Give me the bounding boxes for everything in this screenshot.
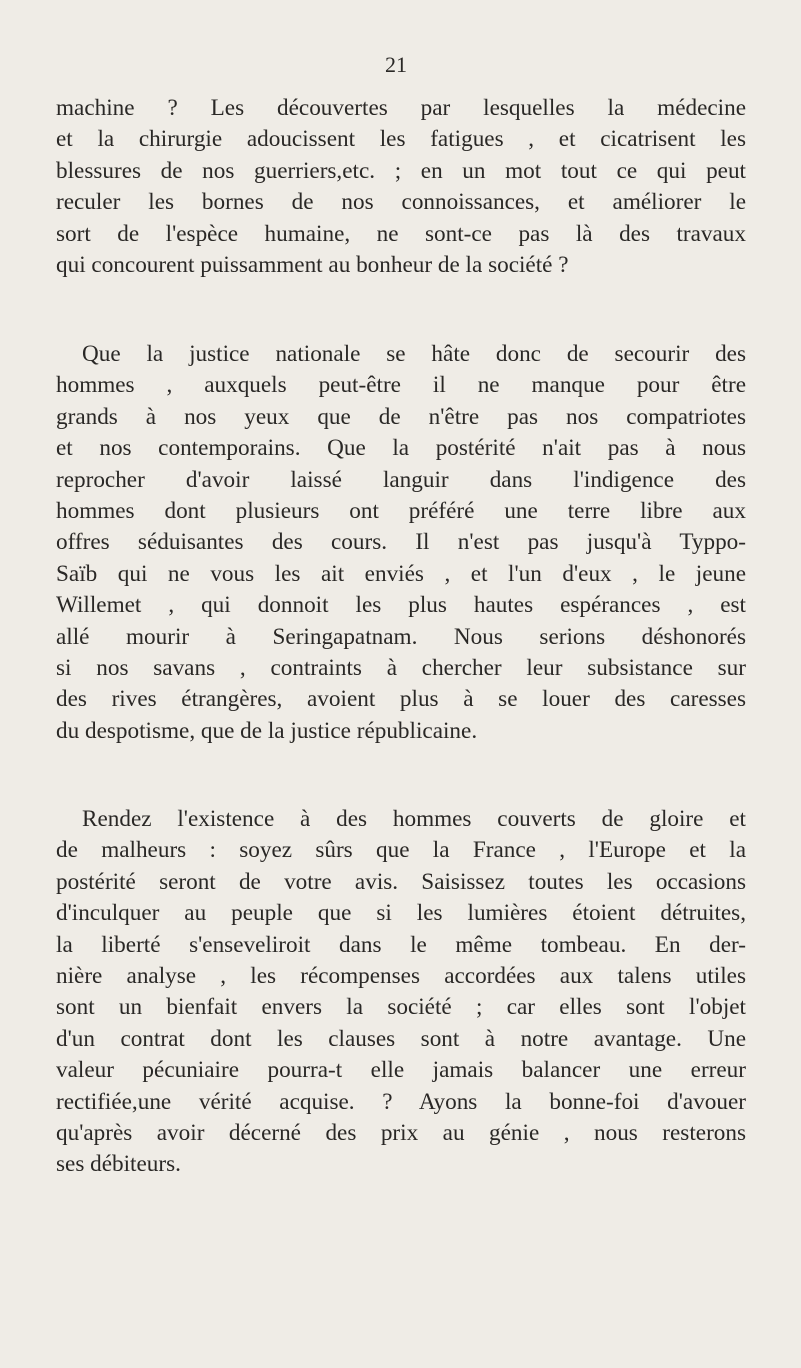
text-line: offres séduisantes des cours. Il n'est pas jusqu'à Typpo- [56,529,746,556]
text-line: postérité seront de votre avis. Saisissez toutes les occasions [56,868,746,895]
text-line: d'un contrat dont les clauses sont à notre avantage. Une [56,1025,746,1052]
text-line: nière analyse , les récompenses accordées aux talens utiles [56,962,746,989]
page-number: 21 [385,52,407,77]
text-line: ses débiteurs. [56,1151,181,1178]
text-line: qui concourent puissamment au bonheur de la société ? [56,251,569,278]
text-line: reprocher d'avoir laissé languir dans l'indigence des [56,466,746,493]
text-line: et la chirurgie adoucissent les fatigues , et cicatrisent les [56,126,746,153]
text-line: la liberté s'enseveliroit dans le même tombeau. En der- [56,931,746,958]
text-line: hommes , auxquels peut-être il ne manque pour être [56,372,746,399]
paragraph-1 [56,93,746,281]
text-line: si nos savans , contraints à chercher leur subsistance sur [56,654,746,681]
text-line: qu'après avoir décerné des prix au génie , nous resterons [56,1119,746,1146]
text-line: des rives étrangères, avoient plus à se louer des caresses [56,686,746,713]
text-line: et nos contemporains. Que la postérité n'ait pas à nous [56,435,746,462]
text-line: allé mourir à Seringapatnam. Nous serions déshonorés [56,623,746,650]
text-line: reculer les bornes de nos connoissances, et améliorer le [56,189,746,216]
text-line: hommes dont plusieurs ont préféré une terre libre aux [56,497,746,524]
text-line: Rendez l'existence à des hommes couverts de gloire et [82,806,746,832]
text-line: Willemet , qui donnoit les plus hautes espérances , est [56,592,746,619]
text-line: sont un bienfait envers la société ; car elles sont l'objet [56,994,746,1021]
text-line: Saïb qui ne vous les ait enviés , et l'un d'eux , le jeune [56,560,746,587]
text-line: valeur pécuniaire pourra-t elle jamais balancer une erreur [56,1057,746,1084]
text-line: Que la justice nationale se hâte donc de secourir des [82,341,746,367]
paragraph-2 [56,339,746,747]
text-line: sort de l'espèce humaine, ne sont-ce pas là des travaux [56,220,746,247]
text-line: rectifiée,une vérité acquise. ? Ayons la bonne-foi d'avouer [56,1088,746,1115]
text-line: machine ? Les découvertes par lesquelles la médecine [56,95,746,121]
text-line: de malheurs : soyez sûrs que la France , l'Europe et la [56,837,746,864]
text-line: du despotisme, que de la justice républicaine. [56,717,478,744]
paragraph-3 [56,804,746,1181]
text-line: grands à nos yeux que de n'être pas nos compatriotes [56,403,746,430]
text-line: d'inculquer au peuple que si les lumières étoient détruites, [56,900,746,927]
text-line: blessures de nos guerriers,etc. ; en un mot tout ce qui peut [56,157,746,184]
